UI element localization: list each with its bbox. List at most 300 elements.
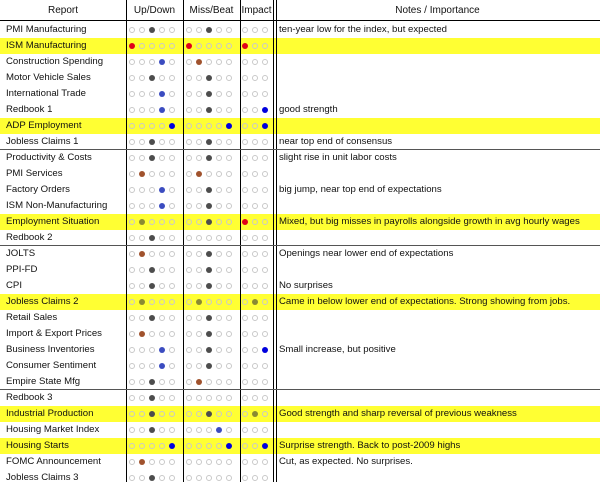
rating-dot-empty (169, 75, 175, 81)
rating-dot-empty (216, 267, 222, 273)
rating-dot-empty (216, 235, 222, 241)
impact-dots (242, 102, 272, 118)
impact-dots (242, 422, 272, 438)
rating-dot-empty (159, 331, 165, 337)
rating-dot-empty (129, 379, 135, 385)
rating-dot-empty (169, 155, 175, 161)
miss-beat-dots (186, 294, 236, 310)
report-note: Surprise strength. Back to post-2009 highs (279, 440, 461, 451)
rating-dot-empty (149, 347, 155, 353)
report-row (0, 182, 600, 198)
rating-dot-empty (169, 43, 175, 49)
rating-dot-empty (186, 171, 192, 177)
header-miss-beat: Miss/Beat (189, 5, 234, 16)
rating-dot-empty (169, 299, 175, 305)
up-down-dots (129, 182, 179, 198)
rating-dot-empty (139, 283, 145, 289)
rating-dot-empty (216, 219, 222, 225)
miss-beat-dots (186, 438, 236, 454)
miss-beat-dots (186, 390, 236, 406)
rating-dot-empty (129, 59, 135, 65)
report-name: Jobless Claims 3 (6, 472, 79, 483)
rating-dot-empty (216, 43, 222, 49)
impact-dots (242, 150, 272, 166)
impact-dots (242, 86, 272, 102)
up-down-dots (129, 390, 179, 406)
rating-dot-empty (186, 107, 192, 113)
rating-dot-empty (129, 171, 135, 177)
rating-dot-empty (129, 251, 135, 257)
rating-dot-empty (139, 59, 145, 65)
rating-dot-empty (252, 427, 258, 433)
rating-dot-empty (186, 347, 192, 353)
rating-dot-empty (186, 315, 192, 321)
rating-dot-empty (216, 315, 222, 321)
row-divider (0, 20, 600, 21)
rating-dot-empty (252, 43, 258, 49)
report-note (279, 166, 597, 182)
rating-dot-filled (206, 139, 212, 145)
rating-dot-empty (216, 475, 222, 481)
report-row (0, 134, 600, 150)
rating-dot-empty (129, 283, 135, 289)
rating-dot-empty (186, 235, 192, 241)
report-note (279, 326, 597, 342)
report-note (279, 390, 597, 406)
report-note (279, 358, 597, 374)
rating-dot-empty (149, 203, 155, 209)
rating-dot-empty (129, 411, 135, 417)
impact-dots (242, 38, 272, 54)
rating-dot-empty (216, 171, 222, 177)
rating-dot-filled (206, 267, 212, 273)
miss-beat-dots (186, 310, 236, 326)
rating-dot-empty (169, 379, 175, 385)
rating-dot-empty (262, 139, 268, 145)
report-row (0, 406, 600, 422)
report-name: Retail Sales (6, 312, 58, 323)
report-name: Business Inventories (6, 344, 95, 355)
rating-dot-filled (149, 267, 155, 273)
rating-dot-empty (129, 219, 135, 225)
rating-dot-empty (242, 123, 248, 129)
report-note: good strength (279, 104, 338, 115)
report-name: PPI-FD (6, 264, 38, 275)
rating-dot-empty (242, 379, 248, 385)
rating-dot-empty (159, 251, 165, 257)
rating-dot-empty (262, 315, 268, 321)
rating-dot-empty (149, 219, 155, 225)
rating-dot-empty (216, 331, 222, 337)
rating-dot-empty (242, 155, 248, 161)
rating-dot-empty (186, 219, 192, 225)
report-row (0, 422, 600, 438)
report-name: Productivity & Costs (6, 152, 92, 163)
rating-dot-empty (226, 235, 232, 241)
report-note (279, 86, 597, 102)
impact-dots (242, 166, 272, 182)
rating-dot-empty (262, 203, 268, 209)
rating-dot-empty (186, 299, 192, 305)
rating-dot-filled (169, 123, 175, 129)
rating-dot-empty (169, 235, 175, 241)
report-row (0, 310, 600, 326)
rating-dot-filled (206, 363, 212, 369)
report-row (0, 166, 600, 182)
rating-dot-empty (169, 331, 175, 337)
rating-dot-empty (149, 443, 155, 449)
rating-dot-filled (196, 379, 202, 385)
rating-dot-filled (139, 219, 145, 225)
rating-dot-empty (216, 123, 222, 129)
rating-dot-empty (226, 267, 232, 273)
impact-dots (242, 246, 272, 262)
miss-beat-dots (186, 374, 236, 390)
rating-dot-filled (169, 443, 175, 449)
rating-dot-empty (186, 411, 192, 417)
impact-dots (242, 358, 272, 374)
rating-dot-empty (252, 139, 258, 145)
impact-dots (242, 198, 272, 214)
rating-dot-empty (139, 187, 145, 193)
rating-dot-empty (139, 411, 145, 417)
rating-dot-empty (186, 123, 192, 129)
rating-dot-filled (196, 299, 202, 305)
rating-dot-empty (129, 331, 135, 337)
up-down-dots (129, 70, 179, 86)
rating-dot-empty (186, 203, 192, 209)
rating-dot-empty (159, 411, 165, 417)
header-up-down: Up/Down (133, 5, 176, 16)
rating-dot-empty (226, 315, 232, 321)
up-down-dots (129, 438, 179, 454)
report-name: PMI Manufacturing (6, 24, 87, 35)
impact-dots (242, 406, 272, 422)
rating-dot-empty (159, 283, 165, 289)
report-note (279, 70, 597, 86)
report-row (0, 54, 600, 70)
rating-dot-empty (262, 171, 268, 177)
rating-dot-filled (206, 203, 212, 209)
rating-dot-empty (252, 459, 258, 465)
rating-dot-empty (129, 155, 135, 161)
up-down-dots (129, 278, 179, 294)
up-down-dots (129, 86, 179, 102)
rating-dot-empty (159, 75, 165, 81)
up-down-dots (129, 470, 179, 486)
rating-dot-empty (196, 75, 202, 81)
rating-dot-filled (159, 59, 165, 65)
up-down-dots (129, 294, 179, 310)
rating-dot-empty (169, 139, 175, 145)
rating-dot-empty (129, 299, 135, 305)
rating-dot-empty (139, 395, 145, 401)
report-row (0, 374, 600, 390)
rating-dot-empty (129, 91, 135, 97)
up-down-dots (129, 326, 179, 342)
rating-dot-empty (139, 107, 145, 113)
rating-dot-empty (139, 347, 145, 353)
rating-dot-empty (262, 75, 268, 81)
up-down-dots (129, 22, 179, 38)
rating-dot-empty (242, 235, 248, 241)
rating-dot-empty (252, 91, 258, 97)
header-report: Report (47, 5, 78, 16)
rating-dot-empty (252, 75, 258, 81)
rating-dot-filled (206, 187, 212, 193)
report-row (0, 86, 600, 102)
row-divider (0, 245, 600, 246)
rating-dot-empty (242, 91, 248, 97)
rating-dot-empty (196, 91, 202, 97)
rating-dot-empty (262, 459, 268, 465)
rating-dot-empty (262, 219, 268, 225)
up-down-dots (129, 150, 179, 166)
impact-dots (242, 134, 272, 150)
impact-dots (242, 262, 272, 278)
rating-dot-filled (129, 43, 135, 49)
rating-dot-empty (216, 299, 222, 305)
rating-dot-empty (262, 155, 268, 161)
rating-dot-empty (169, 59, 175, 65)
rating-dot-empty (149, 91, 155, 97)
report-row (0, 278, 600, 294)
rating-dot-empty (262, 283, 268, 289)
rating-dot-empty (216, 107, 222, 113)
rating-dot-empty (129, 347, 135, 353)
rating-dot-empty (252, 347, 258, 353)
rating-dot-empty (216, 75, 222, 81)
rating-dot-empty (242, 411, 248, 417)
rating-dot-empty (149, 363, 155, 369)
rating-dot-empty (139, 139, 145, 145)
miss-beat-dots (186, 134, 236, 150)
miss-beat-dots (186, 278, 236, 294)
report-note (279, 262, 597, 278)
rating-dot-filled (149, 395, 155, 401)
rating-dot-empty (206, 379, 212, 385)
rating-dot-empty (262, 235, 268, 241)
rating-dot-empty (226, 155, 232, 161)
column-divider (183, 0, 184, 482)
rating-dot-empty (186, 363, 192, 369)
rating-dot-empty (196, 219, 202, 225)
rating-dot-empty (242, 203, 248, 209)
rating-dot-empty (226, 91, 232, 97)
rating-dot-empty (242, 171, 248, 177)
rating-dot-empty (129, 443, 135, 449)
report-note: Good strength and sharp reversal of previous weakness (279, 408, 517, 419)
up-down-dots (129, 198, 179, 214)
rating-dot-empty (196, 475, 202, 481)
report-row (0, 118, 600, 134)
rating-dot-empty (196, 43, 202, 49)
rating-dot-empty (169, 347, 175, 353)
report-name: ADP Employment (6, 120, 82, 131)
rating-dot-empty (206, 443, 212, 449)
up-down-dots (129, 454, 179, 470)
up-down-dots (129, 406, 179, 422)
report-name: Housing Starts (6, 440, 69, 451)
report-note (279, 310, 597, 326)
rating-dot-empty (216, 139, 222, 145)
rating-dot-empty (196, 155, 202, 161)
rating-dot-filled (149, 235, 155, 241)
report-name: JOLTS (6, 248, 36, 259)
rating-dot-filled (206, 91, 212, 97)
report-row (0, 22, 600, 38)
rating-dot-filled (206, 331, 212, 337)
rating-dot-filled (139, 171, 145, 177)
rating-dot-filled (149, 155, 155, 161)
impact-dots (242, 310, 272, 326)
rating-dot-empty (186, 443, 192, 449)
rating-dot-filled (149, 283, 155, 289)
report-name: Consumer Sentiment (6, 360, 97, 371)
up-down-dots (129, 422, 179, 438)
rating-dot-empty (252, 203, 258, 209)
rating-dot-empty (139, 427, 145, 433)
rating-dot-empty (206, 395, 212, 401)
rating-dot-empty (242, 59, 248, 65)
report-name: Redbook 1 (6, 104, 53, 115)
rating-dot-empty (242, 27, 248, 33)
header-notes: Notes / Importance (395, 5, 480, 16)
miss-beat-dots (186, 102, 236, 118)
miss-beat-dots (186, 86, 236, 102)
rating-dot-empty (206, 235, 212, 241)
column-divider (273, 0, 274, 482)
up-down-dots (129, 262, 179, 278)
miss-beat-dots (186, 454, 236, 470)
rating-dot-empty (242, 315, 248, 321)
report-note (279, 230, 597, 246)
report-note (279, 422, 597, 438)
rating-dot-filled (206, 411, 212, 417)
impact-dots (242, 438, 272, 454)
report-name: International Trade (6, 88, 87, 99)
rating-dot-empty (129, 475, 135, 481)
rating-dot-empty (129, 27, 135, 33)
up-down-dots (129, 342, 179, 358)
report-row (0, 454, 600, 470)
report-row (0, 38, 600, 54)
rating-dot-empty (216, 443, 222, 449)
rating-dot-empty (159, 299, 165, 305)
rating-dot-empty (186, 283, 192, 289)
rating-dot-empty (262, 251, 268, 257)
rating-dot-empty (206, 427, 212, 433)
report-row (0, 342, 600, 358)
report-name: FOMC Announcement (6, 456, 101, 467)
rating-dot-empty (169, 283, 175, 289)
rating-dot-empty (216, 347, 222, 353)
rating-dot-filled (159, 203, 165, 209)
rating-dot-filled (196, 171, 202, 177)
rating-dot-empty (149, 107, 155, 113)
rating-dot-empty (149, 299, 155, 305)
rating-dot-filled (196, 59, 202, 65)
rating-dot-empty (169, 251, 175, 257)
report-note (279, 198, 597, 214)
rating-dot-filled (149, 139, 155, 145)
rating-dot-empty (242, 75, 248, 81)
rating-dot-empty (216, 91, 222, 97)
up-down-dots (129, 38, 179, 54)
rating-dot-empty (169, 459, 175, 465)
rating-dot-filled (242, 43, 248, 49)
miss-beat-dots (186, 54, 236, 70)
impact-dots (242, 374, 272, 390)
rating-dot-empty (242, 363, 248, 369)
rating-dot-empty (206, 171, 212, 177)
rating-dot-empty (226, 299, 232, 305)
rating-dot-empty (169, 395, 175, 401)
rating-dot-empty (196, 251, 202, 257)
rating-dot-empty (169, 219, 175, 225)
rating-dot-empty (159, 443, 165, 449)
report-name: PMI Services (6, 168, 63, 179)
report-name: Jobless Claims 1 (6, 136, 79, 147)
rating-dot-empty (186, 395, 192, 401)
rating-dot-empty (216, 379, 222, 385)
rating-dot-empty (139, 91, 145, 97)
rating-dot-empty (169, 363, 175, 369)
report-row (0, 262, 600, 278)
rating-dot-empty (169, 475, 175, 481)
report-row (0, 198, 600, 214)
rating-dot-empty (216, 187, 222, 193)
rating-dot-empty (196, 347, 202, 353)
rating-dot-filled (206, 107, 212, 113)
rating-dot-empty (242, 267, 248, 273)
rating-dot-empty (129, 187, 135, 193)
rating-dot-empty (242, 251, 248, 257)
rating-dot-empty (139, 123, 145, 129)
report-note (279, 118, 597, 134)
up-down-dots (129, 54, 179, 70)
rating-dot-empty (242, 187, 248, 193)
impact-dots (242, 22, 272, 38)
impact-dots (242, 230, 272, 246)
miss-beat-dots (186, 262, 236, 278)
rating-dot-empty (226, 219, 232, 225)
rating-dot-empty (196, 427, 202, 433)
rating-dot-empty (186, 155, 192, 161)
rating-dot-empty (196, 267, 202, 273)
rating-dot-filled (206, 315, 212, 321)
up-down-dots (129, 374, 179, 390)
report-note (279, 38, 597, 54)
impact-dots (242, 70, 272, 86)
rating-dot-empty (186, 27, 192, 33)
rating-dot-empty (129, 235, 135, 241)
report-note: big jump, near top end of expectations (279, 184, 442, 195)
rating-dot-empty (226, 283, 232, 289)
report-row (0, 230, 600, 246)
report-name: Industrial Production (6, 408, 94, 419)
rating-dot-empty (252, 59, 258, 65)
rating-dot-empty (186, 379, 192, 385)
miss-beat-dots (186, 214, 236, 230)
rating-dot-filled (206, 219, 212, 225)
rating-dot-empty (149, 59, 155, 65)
rating-dot-empty (139, 27, 145, 33)
up-down-dots (129, 102, 179, 118)
rating-dot-empty (129, 315, 135, 321)
miss-beat-dots (186, 358, 236, 374)
rating-dot-empty (242, 427, 248, 433)
